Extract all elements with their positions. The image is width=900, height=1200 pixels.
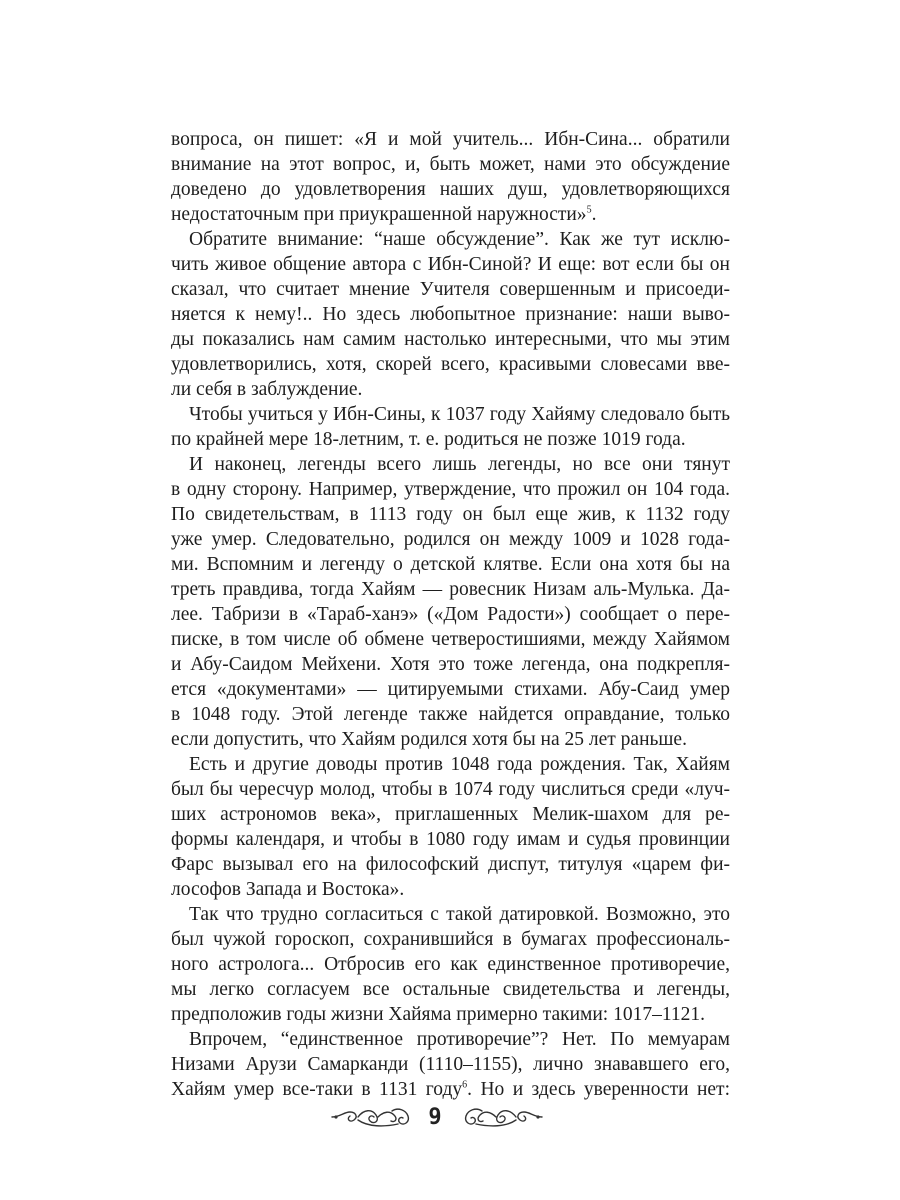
page-footer [0, 1096, 900, 1140]
text-line: И наконец, легенды всего лишь легенды, но все они тянут [189, 454, 730, 475]
text-line: треть правдива, тогда Хайям — ровесник Низам аль-Мулька. Да- [171, 579, 730, 600]
flourish-right-icon [462, 1102, 546, 1132]
text-line: Фарс вызывал его на философский диспут, титулуя «царем фи- [171, 854, 730, 875]
text-line: удовлетворились, хотя, скорей всего, красивыми словесами вве- [171, 354, 730, 375]
page-number: 9 [428, 1105, 442, 1130]
text-line: Так что трудно согласиться с такой датировкой. Возможно, это [189, 904, 730, 925]
text-line-content: Но и здесь уверенности нет: [480, 1079, 730, 1100]
text-line: ших астрономов века», приглашенных Мелик-шахом для ре- [171, 804, 730, 825]
text-line: уже умер. Следовательно, родился он между 1009 и 1028 года- [171, 529, 730, 550]
footnote-ref-6: 6 [462, 1079, 468, 1091]
text-line: предположив годы жизни Хайяма примерно такими: 1017–1121. [171, 1004, 705, 1025]
text-line: По свидетельствам, в 1113 году он был еще жив, к 1132 году [171, 504, 730, 525]
text-line: Обратите внимание: “наше обсуждение”. Как же тут исклю- [189, 229, 730, 250]
text-line: лее. Табризи в «Тараб-ханэ» («Дом Радости») сообщает о пере- [171, 604, 730, 625]
text-line: чить живое общение автора с Ибн-Синой? И еще: вот если бы он [171, 254, 730, 275]
punctuation: . [591, 204, 597, 225]
text-line: внимание на этот вопрос, и, быть может, нами это обсуждение [171, 154, 730, 175]
text-line: Есть и другие доводы против 1048 года рождения. Так, Хайям [189, 754, 730, 775]
text-line: и Абу-Саидом Мейхени. Хотя это тоже легенда, она подкрепля- [171, 654, 730, 675]
text-line: был чужой гороскоп, сохранившийся в бумагах профессиональ- [171, 929, 730, 950]
text-line: был бы чересчур молод, чтобы в 1074 году числиться среди «луч- [171, 779, 730, 800]
text-line: мы легко согласуем все остальные свидетельства и легенды, [171, 979, 730, 1000]
text-line: ми. Вспомним и легенду о детской клятве. Если она хотя бы на [171, 554, 730, 575]
text-line: ды показались нам самим настолько интересными, что мы этим [171, 329, 730, 350]
text-line: в одну сторону. Например, утверждение, что прожил он 104 года. [171, 479, 730, 500]
text-line: Низами Арузи Самарканди (1110–1155), лично знававшего его, [171, 1054, 730, 1075]
text-line: ли себя в заблуждение. [171, 379, 363, 400]
text-line: писке, в том числе об обмене четверостишиями, между Хайямом [171, 629, 730, 650]
text-line: в 1048 году. Этой легенде также найдется оправдание, только [171, 704, 730, 725]
text-line: по крайней мере 18-летним, т. е. родиться не позже 1019 года. [171, 429, 686, 450]
text-line: вопроса, он пишет: «Я и мой учитель... Ибн-Сина... обратили [171, 129, 730, 150]
text-line: Чтобы учиться у Ибн-Сины, к 1037 году Хайяму следовало быть [189, 404, 730, 425]
text-line: формы календаря, и чтобы в 1080 году имам и судья провинции [171, 829, 730, 850]
text-line: доведено до удовлетворения наших душ, удовлетворяющихся [171, 179, 730, 200]
body-text [171, 127, 730, 1102]
text-line: если допустить, что Хайям родился хотя бы на 25 лет раньше. [171, 729, 687, 750]
text-line: ного астролога... Отбросив его как единственное противоречие, [171, 954, 730, 975]
text-line: няется к нему!.. Но здесь любопытное признание: наши выво- [171, 304, 730, 325]
punctuation: . [467, 1079, 481, 1100]
text-line: сказал, что считает мнение Учителя совершенным и присоеди- [171, 279, 730, 300]
text-line: ется «документами» — цитируемыми стихами. Абу-Саид умер [171, 679, 730, 700]
footnote-ref-5: 5 [586, 204, 592, 216]
text-line-content: Хайям умер все-таки в 1131 году [171, 1079, 463, 1100]
text-line [171, 202, 730, 227]
flourish-left-icon [328, 1102, 412, 1132]
text-line: Впрочем, “единственное противоречие”? Нет. По мемуарам [189, 1029, 730, 1050]
text-line-content: недостаточным при приукрашенной наружности» [171, 204, 587, 225]
text-line: лософов Запада и Востока». [171, 879, 405, 900]
